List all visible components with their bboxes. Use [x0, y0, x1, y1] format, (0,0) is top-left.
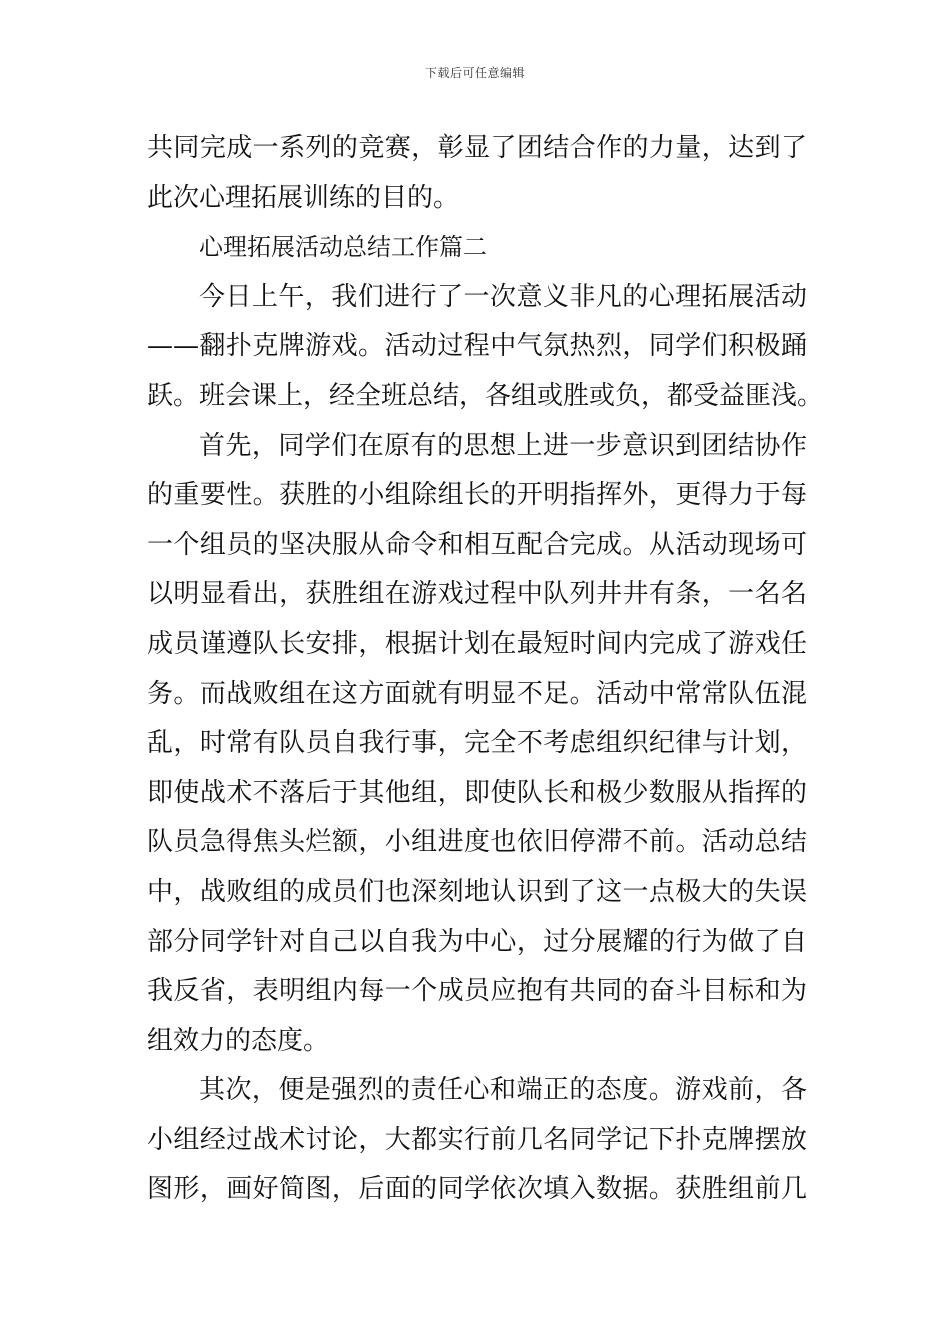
document-body	[147, 124, 824, 1215]
text-line: 部分同学针对自己以自我为中心，过分展耀的行为做了自	[147, 926, 807, 957]
text-line: 即使战术不落后于其他组，即使队长和极少数服从指挥的	[147, 777, 807, 808]
text-line: 务。而战败组在这方面就有明显不足。活动中常常队伍混	[147, 678, 807, 709]
text-line: 图形，画好简图，后面的同学依次填入数据。获胜组前几	[147, 1174, 807, 1205]
paragraph	[147, 273, 824, 422]
text-line: 组效力的态度。	[147, 1025, 330, 1056]
text-line: 其次，便是强烈的责任心和端正的态度。游戏前，各	[199, 1075, 807, 1106]
text-line: 队员急得焦头烂额，小组进度也依旧停滞不前。活动总结	[147, 827, 807, 858]
text-line: 乱，时常有队员自我行事，完全不考虑组织纪律与计划，	[147, 728, 807, 759]
text-line: 首先，同学们在原有的思想上进一步意识到团结协作	[199, 430, 807, 461]
section-heading	[147, 223, 807, 273]
text-line: 共同完成一系列的竞赛，彰显了团结合作的力量，达到了	[147, 133, 807, 163]
paragraph	[147, 1066, 807, 1215]
heading-text: 心理拓展活动总结工作篇二	[199, 233, 487, 262]
text-line: 我反省，表明组内每一个成员应抱有共同的奋斗目标和为	[147, 976, 807, 1007]
paragraph	[147, 422, 807, 1067]
text-line: 以明显看出，获胜组在游戏过程中队列井井有条，一名名	[147, 579, 807, 610]
text-line: ——翻扑克牌游戏。活动过程中气氛热烈，同学们积极踊	[147, 331, 807, 362]
header-note: 下载后可任意编辑	[424, 66, 525, 80]
text-line: 成员谨遵队长安排，根据计划在最短时间内完成了游戏任	[147, 628, 807, 659]
paragraph-continuation	[147, 124, 807, 223]
text-line: 跃。班会课上，经全班总结，各组或胜或负，都受益匪浅。	[147, 380, 824, 411]
text-line: 小组经过战术讨论，大都实行前几名同学记下扑克牌摆放	[147, 1124, 807, 1155]
text-line: 中，战败组的成员们也深刻地认识到了这一点极大的失误	[147, 876, 807, 907]
text-line: 的重要性。获胜的小组除组长的开明指挥外，更得力于每	[147, 480, 807, 511]
text-line: 一个组员的坚决服从命令和相互配合完成。从活动现场可	[147, 529, 807, 560]
text-line: 此次心理拓展训练的目的。	[147, 182, 460, 213]
text-line: 今日上午，我们进行了一次意义非凡的心理拓展活动	[199, 281, 807, 312]
